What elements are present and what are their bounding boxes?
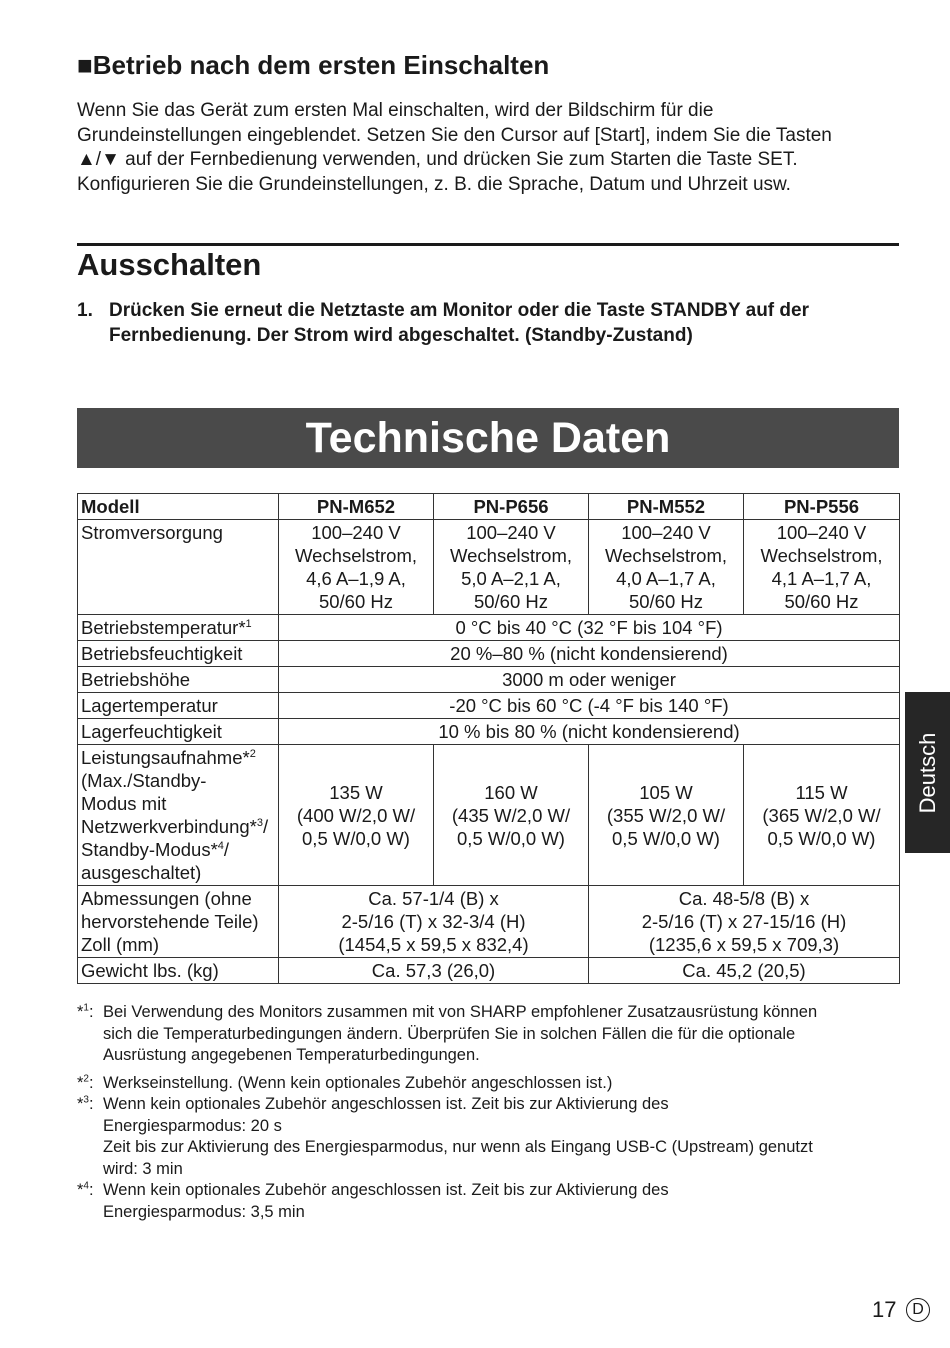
header-model: PN-P656 xyxy=(434,494,589,520)
table-row-weight xyxy=(78,958,900,984)
cell-value: 20 %–80 % (nicht kondensierend) xyxy=(279,641,900,667)
cell-value: 0 °C bis 40 °C (32 °F bis 104 °F) xyxy=(279,615,900,641)
table-row-dimensions xyxy=(78,886,900,958)
footnote-marker: *$^2$: xyxy=(77,1073,94,1092)
footnote-2: *$^2$: Werkseinstellung. (Wenn kein optionales Zubehör angeschlossen ist.) xyxy=(77,1073,899,1095)
table-row-altitude xyxy=(78,667,900,693)
row-label: Betriebsfeuchtigkeit xyxy=(78,641,279,667)
page-number: 17 xyxy=(872,1297,897,1322)
cell-value: Ca. 57,3 (26,0) xyxy=(279,958,589,984)
spec-title-banner: Technische Daten xyxy=(77,408,899,468)
footnote-3: *$^3$: Wenn kein optionales Zubehör angeschlossen ist. Zeit bis zur Aktivierung des Energiesparmodus: 20 s Zeit bis zur Aktivierung des Energiesparmodus, nur wenn als Eingang USB-C (Upstream) genutzt wird: 3 min xyxy=(77,1094,813,1178)
row-label: Stromversorgung xyxy=(78,520,279,615)
cell-value: Ca. 57-1/4 (B) x 2-5/16 (T) x 32-3/4 (H) (1454,5 x 59,5 x 832,4) xyxy=(279,886,589,958)
table-row-storage-temperature xyxy=(78,693,900,719)
intro-line: Wenn Sie das Gerät zum ersten Mal einschalten, wird der Bildschirm für die xyxy=(77,100,714,121)
footnote-4: *$^4$: Wenn kein optionales Zubehör angeschlossen ist. Zeit bis zur Aktivierung des Energiesparmodus: 3,5 min xyxy=(77,1180,669,1221)
header-model: PN-M552 xyxy=(589,494,744,520)
step-number: 1. xyxy=(77,300,93,321)
cell-value: 100–240 V Wechselstrom, 4,0 A–1,7 A, 50/60 Hz xyxy=(589,520,744,615)
row-label: Betriebstemperatur*$^1$ xyxy=(78,615,279,641)
intro-line: ▲/▼ auf der Fernbedienung verwenden, und drücken Sie zum Starten die Taste SET. xyxy=(77,149,798,170)
cell-value: 10 % bis 80 % (nicht kondensierend) xyxy=(279,719,900,745)
cell-value: 3000 m oder weniger xyxy=(279,667,900,693)
cell-value: 160 W (435 W/2,0 W/ 0,5 W/0,0 W) xyxy=(434,745,589,886)
intro-line: Konfigurieren Sie die Grundeinstellungen, z. B. die Sprache, Datum und Uhrzeit usw. xyxy=(77,173,791,195)
page-language-circle-icon: D xyxy=(906,1298,930,1322)
cell-value: 100–240 V Wechselstrom, 4,6 A–1,9 A, 50/60 Hz xyxy=(279,520,434,615)
cell-value: 135 W (400 W/2,0 W/ 0,5 W/0,0 W) xyxy=(279,745,434,886)
section-heading-first-use xyxy=(77,48,549,82)
table-row-storage-humidity xyxy=(78,719,900,745)
square-bullet-icon: ■ xyxy=(77,50,93,80)
intro-paragraph xyxy=(77,99,907,197)
step-line: Fernbedienung. Der Strom wird abgeschaltet. (Standby-Zustand) xyxy=(109,325,693,346)
footnote-marker: *$^4$: xyxy=(77,1180,94,1199)
cell-value: 105 W (355 W/2,0 W/ 0,5 W/0,0 W) xyxy=(589,745,744,886)
language-label: Deutsch xyxy=(914,732,940,813)
intro-line: Grundeinstellungen eingeblendet. Setzen Sie den Cursor auf [Start], indem Sie die Tasten xyxy=(77,124,832,146)
footnote-marker: *$^1$: xyxy=(77,1002,94,1021)
header-model: PN-M652 xyxy=(279,494,434,520)
language-side-tab xyxy=(905,692,950,853)
step-1 xyxy=(77,298,899,348)
step-line: Drücken Sie erneut die Netztaste am Monitor oder die Taste STANDBY auf der xyxy=(109,300,809,321)
row-label: Lagertemperatur xyxy=(78,693,279,719)
table-header-row xyxy=(78,494,900,520)
cell-value: Ca. 48-5/8 (B) x 2-5/16 (T) x 27-15/16 (H) (1235,6 x 59,5 x 709,3) xyxy=(589,886,900,958)
footnotes xyxy=(77,1002,899,1223)
table-row-operating-temperature xyxy=(78,615,900,641)
table-row-power-consumption xyxy=(78,745,900,886)
cell-value: -20 °C bis 60 °C (-4 °F bis 140 °F) xyxy=(279,693,900,719)
footnote-marker: *$^3$: xyxy=(77,1094,94,1113)
cell-value: 115 W (365 W/2,0 W/ 0,5 W/0,0 W) xyxy=(744,745,900,886)
step-text xyxy=(77,298,899,348)
header-model: PN-P556 xyxy=(744,494,900,520)
row-label: Betriebshöhe xyxy=(78,667,279,693)
section-heading-text: Betrieb nach dem ersten Einschalten xyxy=(92,50,550,80)
row-label: Abmessungen (ohne hervorstehende Teile) Zoll (mm) xyxy=(78,886,279,958)
table-row-power-supply xyxy=(78,520,900,615)
cell-value: Ca. 45,2 (20,5) xyxy=(589,958,900,984)
cell-value: 100–240 V Wechselstrom, 4,1 A–1,7 A, 50/60 Hz xyxy=(744,520,900,615)
section-heading-off: Ausschalten xyxy=(77,247,262,282)
row-label: Gewicht lbs. (kg) xyxy=(78,958,279,984)
table-row-operating-humidity xyxy=(78,641,900,667)
row-label: Lagerfeuchtigkeit xyxy=(78,719,279,745)
cell-value: 100–240 V Wechselstrom, 5,0 A–2,1 A, 50/60 Hz xyxy=(434,520,589,615)
footnote-1: *$^1$: Bei Verwendung des Monitors zusammen mit von SHARP empfohlener Zusatzausrüstung können sich die Temperaturbedingungen ändern. Überprüfen Sie in solchen Fällen die für die optionale Ausrüstung angegebenen Temperaturbedingungen. xyxy=(77,1002,818,1064)
spec-table xyxy=(77,493,900,984)
header-label: Modell xyxy=(78,494,279,520)
row-label: Leistungsaufnahme*$^2$ (Max./Standby- Modus mit Netzwerkverbindung*$^3$/ Standby-Modus*$^4$/ ausgeschaltet) xyxy=(78,745,279,886)
